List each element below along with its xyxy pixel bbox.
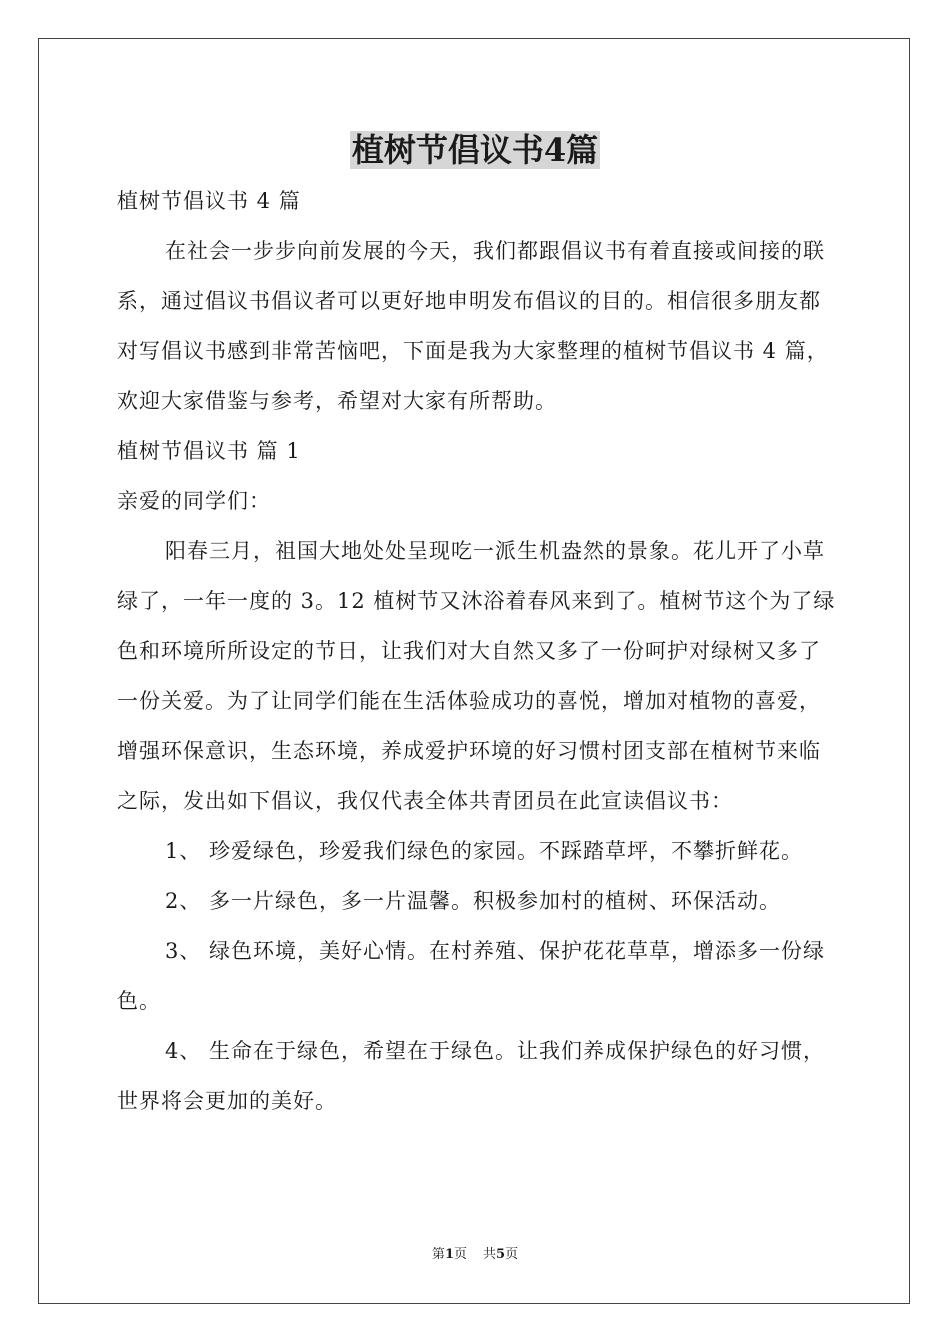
page-number: 第1页	[431, 1247, 467, 1262]
document-title	[0, 128, 950, 172]
list-item-4: 4、 生命在于绿色，希望在于绿色。让我们养成保护绿色的好习惯，世界将会更加的美好。	[117, 1039, 826, 1113]
list-item-1: 1、 珍爱绿色，珍爱我们绿色的家园。不踩踏草坪，不攀折鲜花。	[165, 839, 804, 863]
page-footer	[0, 1246, 950, 1264]
document-body	[117, 176, 837, 1126]
document-title-text: 植树节倡议书4篇	[351, 131, 599, 169]
intro-paragraph: 在社会一步步向前发展的今天，我们都跟倡议书有着直接或间接的联系，通过倡议书倡议者可以更好地申明发布倡议的目的。相信很多朋友都对写倡议书感到非常苦恼吧，下面是我为大家整理的植树节倡议书 4 篇，欢迎大家借鉴与参考，希望对大家有所帮助。	[117, 239, 829, 413]
list-item-2: 2、 多一片绿色，多一片温馨。积极参加村的植树、环保活动。	[165, 889, 782, 913]
document-subtitle: 植树节倡议书 4 篇	[117, 189, 301, 213]
section-heading: 植树节倡议书 篇 1	[117, 439, 301, 463]
body-paragraph: 阳春三月，祖国大地处处呈现吃一派生机盎然的景象。花儿开了小草绿了，一年一度的 3。12 植树节又沐浴着春风来到了。植树节这个为了绿色和环境所所设定的节日，让我们对大自然又多了一份呵护对绿树又多了一份关爱。为了让同学们能在生活体验成功的喜悦，增加对植物的喜爱，增强环保意识，生态环境，养成爱护环境的好习惯村团支部在植树节来临之际，发出如下倡议，我仅代表全体共青团员在此宣读倡议书：	[117, 539, 836, 813]
greeting: 亲爱的同学们：	[117, 489, 271, 513]
page-total: 共5页	[483, 1247, 519, 1262]
list-item-3: 3、 绿色环境，美好心情。在村养殖、保护花花草草，增添多一份绿色。	[117, 939, 826, 1013]
